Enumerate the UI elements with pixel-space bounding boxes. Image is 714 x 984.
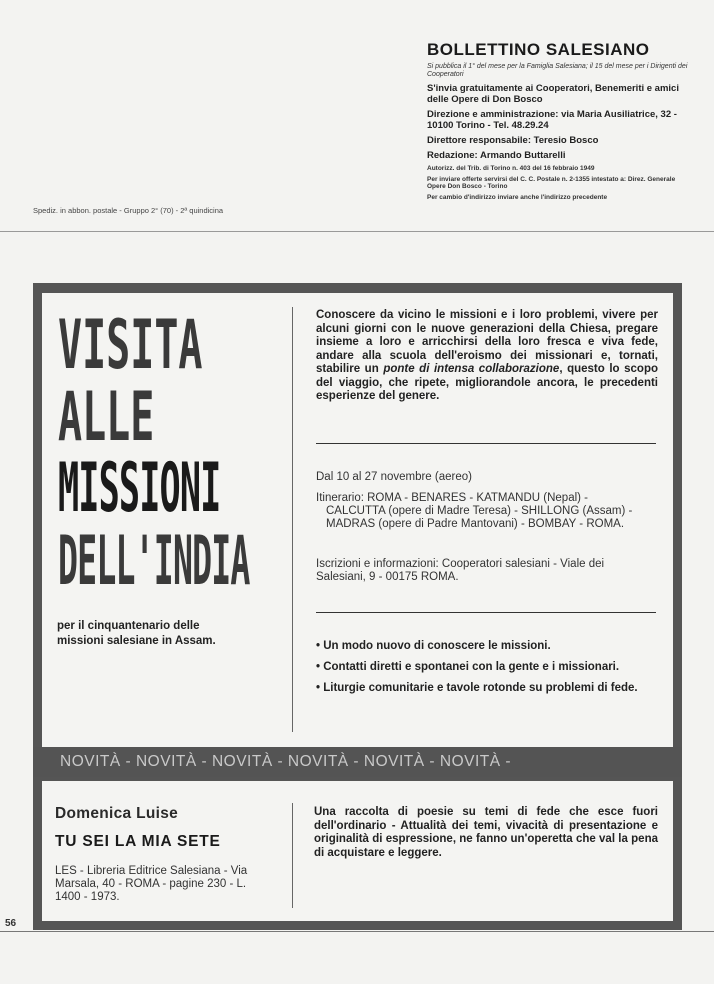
novita-band-text: NOVITÀ - NOVITÀ - NOVITÀ - NOVITÀ - NOVITÀ - NOVITÀ -: [60, 753, 512, 770]
itinerary-line-2: CALCUTTA (opere di Madre Teresa) - SHILLONG (Assam) - MADRAS (opere di Padre Mantovani) - BOMBAY - ROMA.: [326, 505, 633, 530]
section-divider-2: [316, 612, 656, 613]
intro-emphasis: ponte di intensa collaborazione: [383, 363, 560, 375]
masthead-title: BOLLETTINO SALESIANO: [427, 40, 650, 59]
masthead-postal-account: Per inviare offerte servirsi del C. C. Postale n. 2-1355 intestato a: Direz. Generale Opere Don Bosco - Torino: [427, 175, 676, 190]
book-publisher: LES - Libreria Editrice Salesiana - Via Marsala, 40 - ROMA - pagine 230 - L. 1400 - 1973.: [55, 865, 248, 903]
intro-text-start: Conoscere da vicino le missioni e i loro problemi, vivere per alcuni giorni con le nuove generazioni della Chiesa, pregare insieme a loro e arricchirsi della loro fresca e viva fede, andare alla scuola dell'eroismo dei missionari e, tornati, stabilire un: [316, 309, 658, 375]
feature-item: • Contatti diretti e spontanei con la gente e i missionari.: [316, 661, 620, 673]
postal-note: Spediz. in abbon. postale - Gruppo 2° (70) - 2ª quindicina: [33, 206, 224, 215]
intro-text-end: , questo lo scopo del viaggio, che ripete, migliorandole ancora, le precedenti esperienze del genere.: [316, 363, 659, 402]
feature-item: • Un modo nuovo di conoscere le missioni.: [316, 640, 551, 652]
intro-paragraph: [316, 309, 658, 404]
column-divider: [292, 307, 293, 732]
headline-line-2: ALLE: [58, 378, 155, 458]
masthead: [427, 40, 689, 204]
masthead-director: Direttore responsabile: Teresio Bosco: [427, 135, 599, 146]
feature-item: • Liturgie comunitarie e tavole rotonde su problemi di fede.: [316, 682, 638, 694]
itinerary-line-1: Itinerario: ROMA - BENARES - KATMANDU (Nepal) -: [316, 492, 589, 504]
header-divider: [0, 231, 714, 232]
section-divider-1: [316, 443, 656, 444]
masthead-address: Direzione e amministrazione: via Maria Ausiliatrice, 32 - 10100 Torino - Tel. 48.29.24: [427, 109, 677, 131]
feature-list: [316, 640, 658, 703]
headline-line-1: VISITA: [58, 306, 203, 386]
registration-info: [316, 558, 658, 584]
headline-line-4: DELL'INDIA: [58, 522, 250, 602]
footer-divider: [0, 931, 714, 932]
registration-line-1: Iscrizioni e informazioni: Cooperatori salesiani - Viale dei: [316, 558, 605, 570]
book-author: Domenica Luise: [55, 805, 179, 822]
book-blurb: Una raccolta di poesie su temi di fede che esce fuori dell'ordinario - Attualità dei temi, vivacità di presentazione e originalità di espressione, ne fanno un'operetta che val la pena di acquistare e leggere.: [314, 806, 658, 859]
page-number: 56: [5, 918, 17, 929]
registration-line-2: Salesiani, 9 - 00175 ROMA.: [316, 571, 459, 583]
masthead-periodicity: Si pubblica il 1° del mese per la Famiglia Salesiana; il 15 del mese per i Dirigenti dei Cooperatori: [427, 63, 688, 78]
book-title: TU SEI LA MIA SETE: [55, 833, 221, 850]
masthead-editorial: Redazione: Armando Buttarelli: [427, 150, 566, 161]
headline-line-3: MISSIONI: [58, 449, 221, 529]
masthead-free-line: S'invia gratuitamente ai Cooperatori, Benemeriti e amici delle Opere di Don Bosco: [427, 83, 679, 105]
itinerary: [316, 492, 658, 531]
masthead-change-address: Per cambio d'indirizzo inviare anche l'indirizzo precedente: [427, 193, 608, 201]
subheadline: per il cinquantenario delle missioni salesiane in Assam.: [57, 620, 216, 647]
trip-dates: Dal 10 al 27 novembre (aereo): [316, 471, 472, 483]
book-column-divider: [292, 803, 293, 908]
masthead-authorization: Autorizz. del Trib. di Torino n. 403 del 16 febbraio 1949: [427, 165, 595, 172]
